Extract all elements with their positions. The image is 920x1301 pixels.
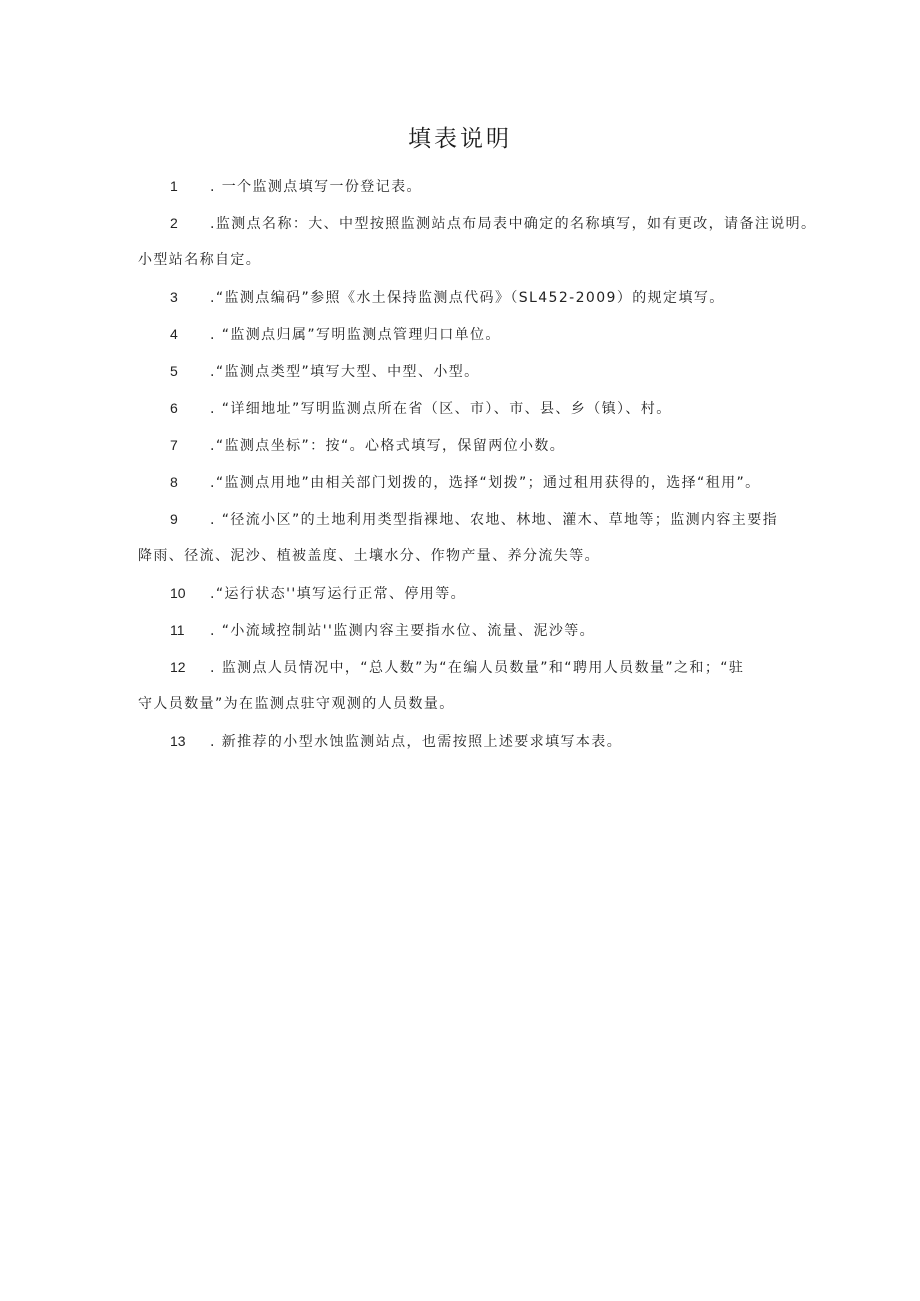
- instruction-line: [138, 464, 798, 501]
- instruction-line: [138, 501, 798, 538]
- item-text: .“运行状态''填写运行正常、停用等。: [210, 586, 466, 602]
- item-number: 10: [170, 585, 186, 601]
- item-text: . 一个监测点填写一份登记表。: [210, 179, 422, 195]
- item-text: 小型站名称自定。: [138, 252, 262, 268]
- item-number: 7: [170, 437, 178, 453]
- item-number: 6: [170, 400, 178, 416]
- item-text: . 监测点人员情况中，“总人数”为“在编人员数量”和“聘用人员数量”之和；“驻: [210, 660, 745, 676]
- item-number: 1: [170, 178, 178, 194]
- item-number: 3: [170, 289, 178, 305]
- instruction-line: [138, 316, 798, 353]
- item-number: 9: [170, 511, 178, 527]
- instruction-list: [138, 168, 817, 760]
- item-text: . 新推荐的小型水蚀监测站点，也需按照上述要求填写本表。: [210, 734, 623, 750]
- item-number: 4: [170, 326, 178, 342]
- item-text: .“监测点坐标”：按“。心格式填写，保留两位小数。: [210, 438, 566, 454]
- instruction-line: [138, 427, 798, 464]
- instruction-line: [138, 242, 798, 279]
- instruction-line: [138, 353, 798, 390]
- item-number: 8: [170, 474, 178, 490]
- instruction-line: [138, 168, 798, 205]
- instruction-line: [138, 279, 798, 316]
- instruction-line: [138, 390, 798, 427]
- instruction-line: [138, 538, 798, 575]
- item-text: 守人员数量”为在监测点驻守观测的人员数量。: [138, 696, 455, 712]
- item-text: . “小流域控制站''监测内容主要指水位、流量、泥沙等。: [210, 623, 596, 639]
- item-text: .监测点名称：大、中型按照监测站点布局表中确定的名称填写，如有更改，请备注说明。: [210, 216, 817, 232]
- item-text: . “详细地址”写明监测点所在省（区、市）、市、县、乡（镇）、村。: [210, 401, 672, 417]
- instruction-line: [138, 686, 798, 723]
- instruction-line: [138, 575, 798, 612]
- item-number: 2: [170, 215, 178, 231]
- item-text: .“监测点类型”填写大型、中型、小型。: [210, 364, 480, 380]
- instruction-line: [138, 612, 798, 649]
- instruction-line: [138, 723, 798, 760]
- item-number: 11: [170, 622, 185, 638]
- instruction-line: [138, 649, 798, 686]
- item-number: 13: [170, 733, 186, 749]
- item-text: . “径流小区”的土地利用类型指裸地、农地、林地、灌木、草地等；监测内容主要指: [210, 512, 779, 528]
- item-text: .“监测点用地”由相关部门划拨的，选择“划拨”；通过租用获得的，选择“租用”。: [210, 475, 761, 491]
- item-number: 12: [170, 659, 186, 675]
- instruction-line: [138, 205, 817, 242]
- item-text: 降雨、径流、泥沙、植被盖度、土壤水分、作物产量、养分流失等。: [138, 548, 600, 564]
- item-text: . “监测点归属”写明监测点管理归口单位。: [210, 327, 501, 343]
- item-text: .“监测点编码”参照《水土保持监测点代码》（SL452-2009）的规定填写。: [210, 290, 725, 306]
- page-title: 填表说明: [408, 126, 512, 152]
- item-number: 5: [170, 363, 178, 379]
